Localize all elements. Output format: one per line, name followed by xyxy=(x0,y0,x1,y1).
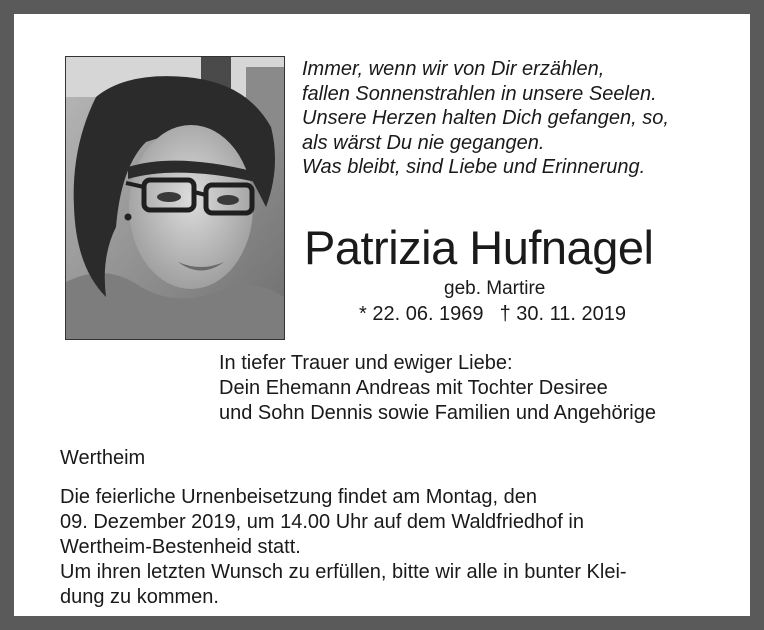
life-dates xyxy=(359,301,626,327)
notice-line: dung zu kommen. xyxy=(60,586,219,608)
birth-name: geb. Martire xyxy=(444,278,546,299)
deceased-name: Patrizia Hufnagel xyxy=(304,221,654,274)
poem-line: Unsere Herzen halten Dich gefangen, so, xyxy=(302,107,669,129)
mourners-line: Dein Ehemann Andreas mit Tochter Desiree xyxy=(219,377,608,399)
mourners-line: und Sohn Dennis sowie Familien und Angehörige xyxy=(219,402,656,424)
birth-date: * 22. 06. 1969 xyxy=(359,303,484,325)
portrait-image xyxy=(66,57,284,339)
notice-line: Um ihren letzten Wunsch zu erfüllen, bitte wir alle in bunter Klei- xyxy=(60,561,627,583)
notice-line: 09. Dezember 2019, um 14.00 Uhr auf dem Waldfriedhof in xyxy=(60,511,584,533)
mourners xyxy=(219,351,656,426)
portrait-photo xyxy=(65,56,285,340)
mourners-line: In tiefer Trauer und ewiger Liebe: xyxy=(219,352,513,374)
poem-line: Immer, wenn wir von Dir erzählen, xyxy=(302,58,605,80)
death-date: † 30. 11. 2019 xyxy=(499,303,626,325)
notice-line: Wertheim-Bestenheid statt. xyxy=(60,536,301,558)
funeral-notice xyxy=(60,485,627,610)
place: Wertheim xyxy=(60,447,146,469)
poem-line: fallen Sonnenstrahlen in unsere Seelen. xyxy=(302,82,657,105)
obituary-card xyxy=(14,14,750,616)
poem-line: als wärst Du nie gegangen. xyxy=(302,131,545,154)
notice-line: Die feierliche Urnenbeisetzung findet am Montag, den xyxy=(60,486,537,508)
poem xyxy=(302,57,669,180)
poem-line: Was bleibt, sind Liebe und Erinnerung. xyxy=(302,156,646,178)
